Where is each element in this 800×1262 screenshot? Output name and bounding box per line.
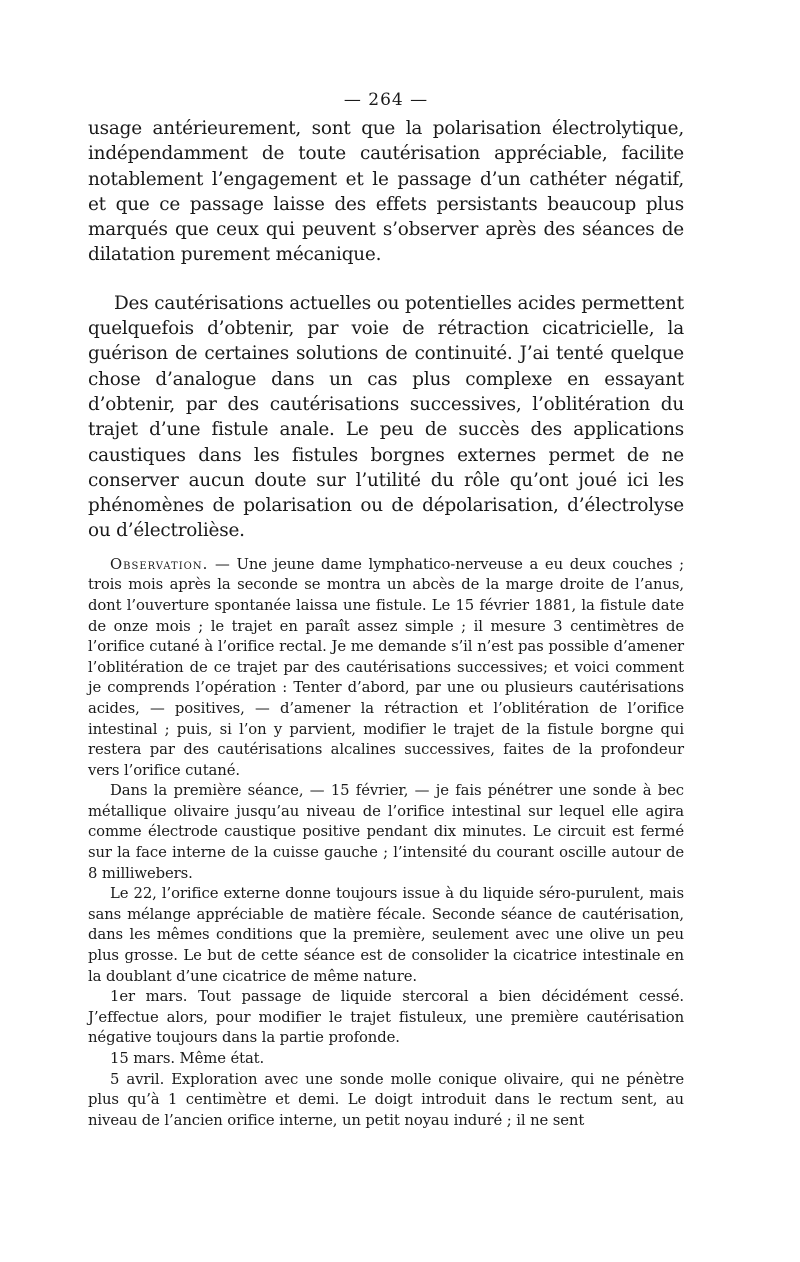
paragraph-gap xyxy=(88,268,684,291)
page-number: — 264 — xyxy=(343,90,429,110)
observation-dash: — xyxy=(208,555,237,573)
observation-paragraph xyxy=(88,555,684,782)
observation-second-session: Le 22, l’orifice externe donne toujours issue à du liquide séro-purulent, mais sans mélange appréciable de matière fécale. Seconde séance de cautérisation, dans les mêmes conditions que la première, seulement avec une olive un peu plus grosse. Le but de cette séance est de consolider la cicatrice intestinale en la doublant d’une cicatrice de même nature. xyxy=(88,885,684,985)
paragraph-continuation: usage antérieurement, sont que la polarisation électrolytique, indépendamment de toute cautérisation appréciable, facilite notablement l’engagement et le passage d’un cathéter négatif, et que ce passage laisse des effets persistants beaucoup plus marqués que ceux qui peuvent s’observer après des séances de dilatation purement mécanique. xyxy=(88,118,684,266)
observation-march-first: 1er mars. Tout passage de liquide stercoral a bien décidément cessé. J’effectue alors, pour modifier le trajet fistuleux, une première cautérisation négative toujours dans la partie profonde. xyxy=(88,988,684,1047)
section-gap xyxy=(88,544,684,555)
paragraph-cauterisations: Des cautérisations actuelles ou potentielles acides permettent quelquefois d’obtenir, par voie de rétraction cicatricielle, la guérison de certaines solutions de continuité. J’ai tenté quelque chose d’analogue dans un cas plus complexe en essayant d’obtenir, par des cautérisations successives, l’oblitération du trajet d’une fistule anale. Le peu de succès des applications caustiques dans les fistules borgnes externes permet de ne conserver aucun doute sur l’utilité du rôle qu’ont joué ici les phénomènes de polarisation ou de dépolarisation, d’électrolyse ou d’électrolièse. xyxy=(88,292,684,542)
observation-text: Une jeune dame lymphatico-nerveuse a eu deux couches ; trois mois après la seconde se montra un abcès de la marge droite de l’anus, dont l’ouverture spontanée laissa une fistule. Le 15 février 1881, la fistule date de onze mois ; le trajet en paraît assez simple ; il mesure 3 centimètres de l’orifice cutané à l’orifice rectal. Je me demande s’il n’est pas possible d’amener l’oblitération de ce trajet par des cautérisations successives; et voici comment je comprends l’opération : Tenter d’abord, par une ou plusieurs cautérisations acides, — positives, — d’amener la rétraction et l’oblitération de l’orifice intestinal ; puis, si l’on y parvient, modifier le trajet de la fistule borgne qui restera par des cautérisations alcalines successives, faites de la profondeur vers l’orifice cutané. xyxy=(88,555,685,779)
observation-march-fifteen: 15 mars. Même état. xyxy=(110,1050,265,1067)
observation-april-fifth: 5 avril. Exploration avec une sonde molle conique olivaire, qui ne pénètre plus qu’à 1 centimètre et demi. Le doigt introduit dans le rectum sent, au niveau de l’ancien orifice interne, un petit noyau induré ; il ne sent xyxy=(88,1070,684,1129)
book-page xyxy=(88,82,684,1131)
observation-first-session: Dans la première séance, — 15 février, — je fais pénétrer une sonde à bec métallique olivaire jusqu’au niveau de l’orifice intestinal sur lequel elle agira comme électrode caustique positive pendant dix minutes. Le circuit est fermé sur la face interne de la cuisse gauche ; l’intensité du courant oscille autour de 8 milliwebers. xyxy=(88,782,684,882)
observation-heading: Observation. xyxy=(110,555,209,573)
